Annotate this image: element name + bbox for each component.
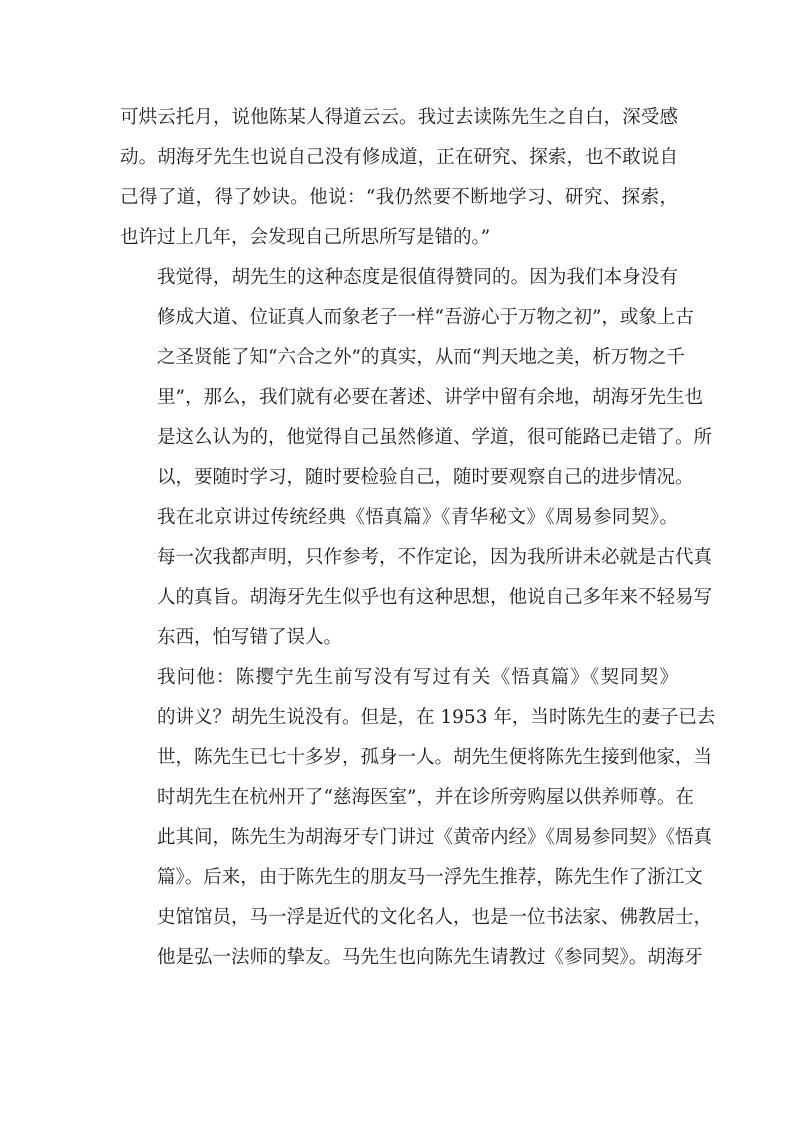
text-line: 世，陈先生已七十多岁，孤身一人。胡先生便将陈先生接到他家，当: [157, 747, 713, 768]
text-line: 可烘云托月，说他陈某人得道云云。我过去读陈先生之自白，深受感: [120, 107, 678, 128]
text-line: 史馆馆员，马一浮是近代的文化名人，也是一位书法家、佛教居士，: [157, 907, 713, 928]
text-line: 里”，那么，我们就有必要在著述、讲学中留有余地，胡海牙先生也: [157, 387, 703, 408]
text-line: 也许过上几年，会发现自己所思所写是错的。”: [120, 227, 491, 248]
text-line: 的讲义？胡先生说没有。但是，在 1953 年，当时陈先生的妻子已去: [157, 707, 716, 728]
paragraph-2: [120, 258, 713, 498]
text-line: 动。胡海牙先生也说自己没有修成道，正在研究、探索，也不敢说自: [120, 147, 678, 168]
text-line: 时胡先生在杭州开了“慈海医室”，并在诊所旁购屋以供养师尊。在: [157, 787, 694, 808]
text-line: 我问他：陈撄宁先生前写没有写过有关《悟真篇》《契同契》: [157, 667, 678, 688]
text-line: 每一次我都声明，只作参考，不作定论，因为我所讲未必就是古代真: [157, 547, 713, 568]
text-line: 他是弘一法师的挚友。马先生也向陈先生请教过《参同契》。胡海牙: [157, 947, 703, 968]
text-line: 是这么认为的，他觉得自己虽然修道、学道，很可能路已走错了。所: [157, 427, 713, 448]
text-line: 以，要随时学习，随时要检验自己，随时要观察自己的进步情况。: [157, 467, 694, 488]
text-line: 我觉得，胡先生的这种态度是很值得赞同的。因为我们本身没有: [157, 267, 678, 288]
text-line: 之圣贤能了知“六合之外”的真实，从而“判天地之美，析万物之千: [157, 347, 685, 368]
document-body: [120, 98, 716, 978]
text-line: 东西，怕写错了误人。: [157, 627, 343, 648]
paragraph-1: [120, 98, 678, 258]
paragraph-3: [120, 498, 713, 658]
paragraph-4: [120, 658, 716, 978]
text-line: 己得了道，得了妙诀。他说：“我仍然要不断地学习、研究、探索，: [120, 187, 678, 208]
text-line: 人的真旨。胡海牙先生似乎也有这种思想，他说自己多年来不轻易写: [157, 587, 713, 608]
text-line: 修成大道、位证真人而象老子一样“吾游心于万物之初”，或象上古: [157, 307, 694, 328]
text-line: 此其间，陈先生为胡海牙专门讲过《黄帝内经》《周易参同契》《悟真: [157, 827, 713, 848]
text-line: 我在北京讲过传统经典《悟真篇》《青华秘文》《周易参同契》。: [157, 507, 678, 528]
text-line: 篇》。后来，由于陈先生的朋友马一浮先生推荐，陈先生作了浙江文: [157, 867, 703, 888]
